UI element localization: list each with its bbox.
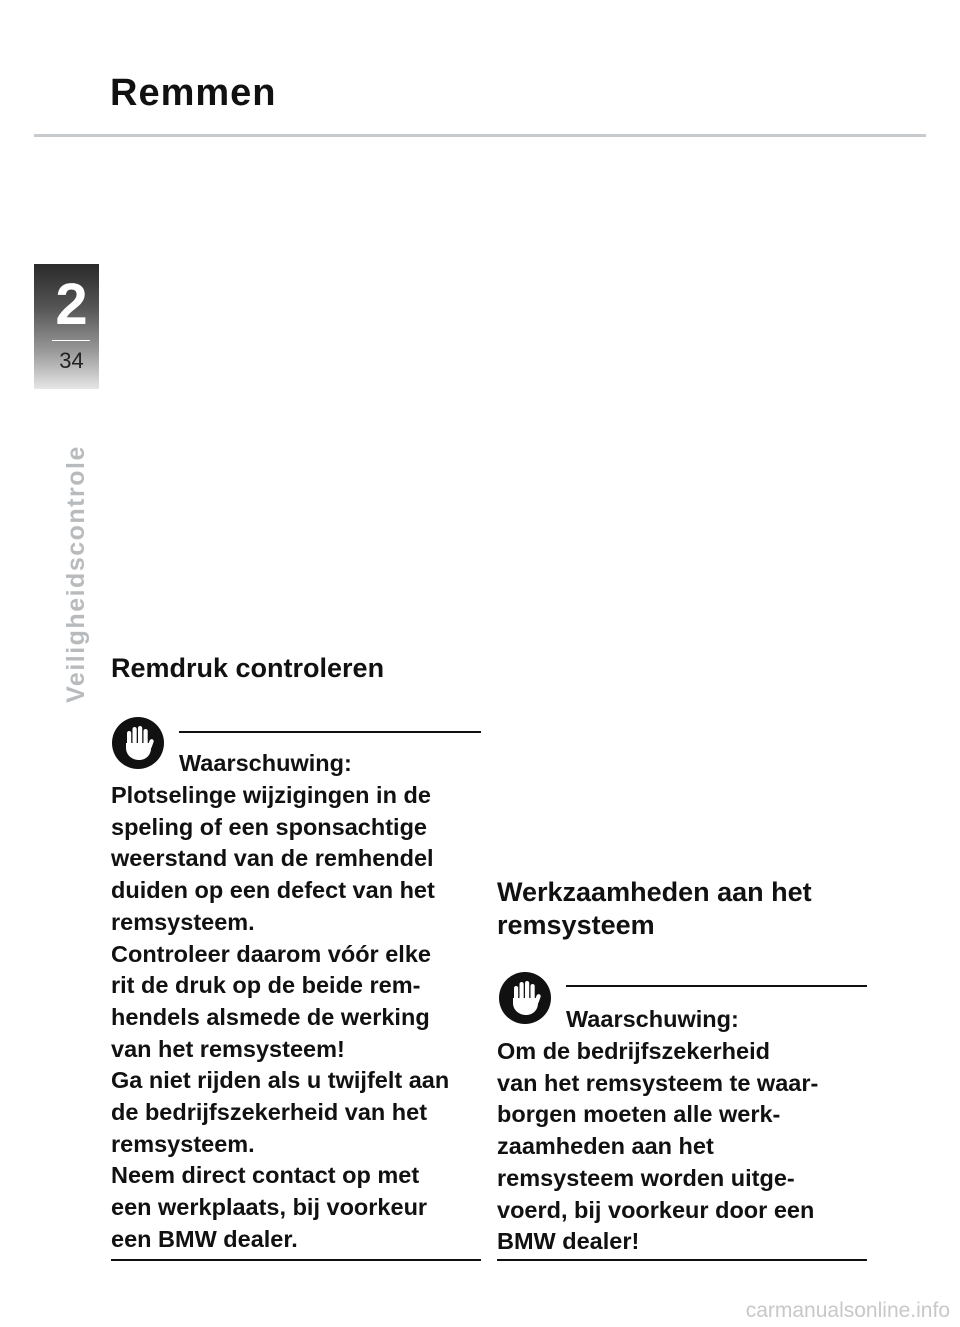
chapter-number: 2 — [55, 272, 88, 337]
warning-top-rule — [179, 731, 481, 733]
warning-label: Waarschuwing: — [179, 750, 352, 776]
warning-label: Waarschuwing: — [566, 1006, 739, 1032]
warning-text: Plotselinge wijzigingen in de speling of een sponsachtige weerstand van de remhendel duiden op een defect van het remsysteem. Controleer daarom vóór elke rit de druk op de beide rem- hendels alsmede de werking van het remsysteem! Ga niet rijden als u twijfelt aan de bedrijfszekerheid van het remsysteem. Neem direct contact op met een werkplaats, bij voorkeur een BMW dealer. — [111, 782, 450, 1252]
section-heading-remdruk: Remdruk controleren — [111, 653, 385, 683]
header-rule — [34, 134, 926, 137]
warning-bottom-rule — [497, 1259, 867, 1261]
warning-bottom-rule — [111, 1259, 481, 1261]
stop-hand-icon — [499, 972, 551, 1024]
page-number: 34 — [59, 348, 84, 373]
warning-top-rule — [566, 985, 867, 987]
chapter-side-label: Veiligheidscontrole — [62, 445, 90, 703]
chapter-separator — [52, 340, 90, 341]
page-title: Remmen — [110, 72, 277, 114]
watermark: carmanualsonline.info — [745, 1299, 950, 1322]
warning-text: Om de bedrijfszekerheid van het remsysteem te waar- borgen moeten alle werk- zaamheden aan het remsysteem worden uitge- voerd, bij voorkeur door een BMW dealer! — [497, 1038, 819, 1255]
stop-hand-icon — [112, 717, 164, 769]
section-heading-werkzaamheden: Werkzaamheden aan het remsysteem — [497, 877, 812, 940]
